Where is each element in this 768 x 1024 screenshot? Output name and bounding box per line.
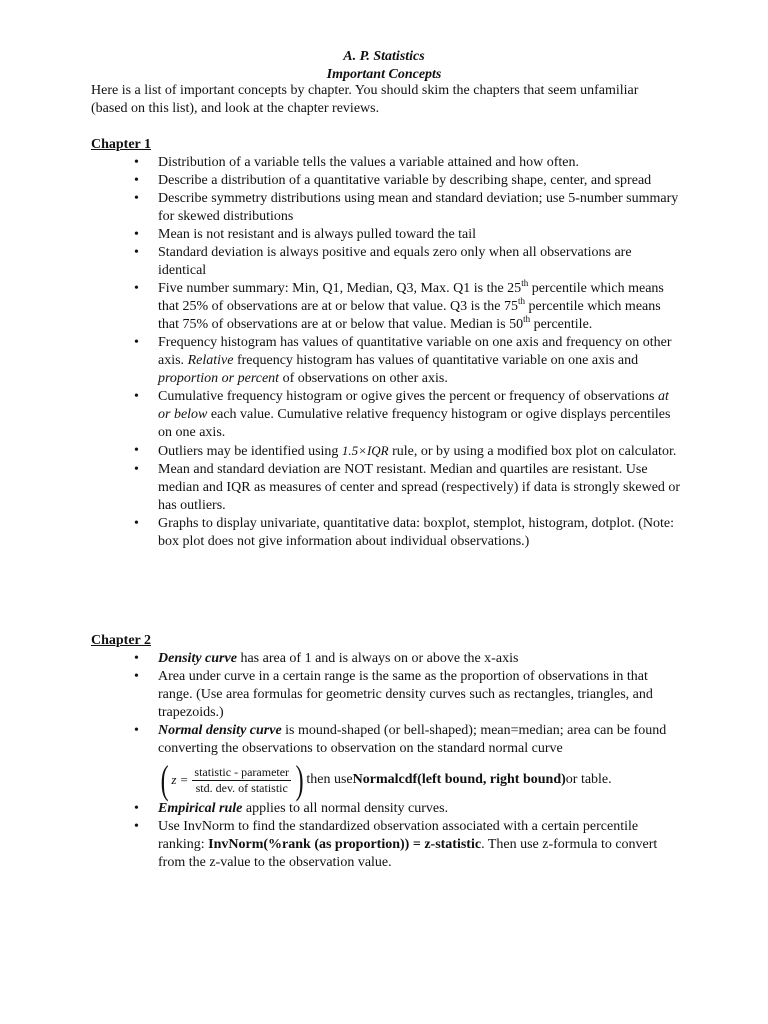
list-item: • Normal density curve is mound-shaped (or bell-shaped); mean=median; area can be found converting the observations to observation on the standard normal curve ( z = $\frac{\text{statistic - parameter}}{\text{std. dev. of statistic}}$ ) then use Normalcdf(left bound, right bound) or table. [134,722,682,800]
invnorm-command: InvNorm(%rank (as proportion)) = z-statistic [208,837,482,852]
bullet-icon: • [134,801,139,816]
list-item: • Density curve has area of 1 and is always on or above the x-axis [134,651,519,666]
list-item: • Graphs to display univariate, quantitative data: boxplot, stemplot, histogram, dotplot. (Note: box plot does not give information about individual observations.) [134,516,674,549]
left-paren: ( [160,757,169,802]
bullet-icon: • [134,245,139,260]
document-subtitle: Important Concepts [326,67,442,82]
normalcdf-command: Normalcdf(left bound, right bound) [352,772,566,787]
list-item: • Standard deviation is always positive and equals zero only when all observations are identical [134,245,632,278]
z-formula-line: ( z = $\frac{\text{statistic - parameter}}{\text{std. dev. of statistic}}$ ) then use Normalcdf(left bound, right bound) or table. [160,757,612,802]
fraction-denominator: std. dev. of statistic [195,780,288,795]
fraction-numerator: statistic - parameter [194,764,290,779]
chapter-1-list [134,154,682,551]
list-item: • Cumulative frequency histogram or ogive gives the percent or frequency of observations at or below each value. Cumulative relative frequency histogram or ogive displays percentiles on one axis. [134,389,671,440]
chapter-1-heading: Chapter 1 [91,137,152,152]
bullet-icon: • [134,669,139,684]
chapter-2-heading: Chapter 2 [91,633,152,648]
list-item: • Distribution of a variable tells the values a variable attained and how often. [134,155,580,170]
bullet-icon: • [134,819,139,834]
z-equals: z = [171,772,189,787]
bullet-icon: • [134,389,139,404]
chapter-2-list [134,650,682,872]
list-item: • Frequency histogram has values of quantitative variable on one axis and frequency on other axis. Relative frequency histogram has values of quantitative variable on one axis and proportion or percent of observations on other axis. [134,335,672,386]
bullet-icon: • [134,723,139,738]
list-item: • Area under curve in a certain range is the same as the proportion of observations in that range. (Use area formulas for geometric density curves such as rectangles, triangles, and trapezoids.) [134,669,653,720]
bullet-icon: • [134,191,139,206]
bullet-icon: • [134,335,139,350]
document-title: A. P. Statistics [343,49,425,64]
bullet-icon: • [134,443,139,458]
list-item: • Describe a distribution of a quantitative variable by describing shape, center, and spread [134,173,652,188]
bullet-icon: • [134,462,139,477]
intro-paragraph: Here is a list of important concepts by chapter. You should skim the chapters that seem unfamiliar (based on this list), and look at the chapter reviews. [91,83,639,116]
right-paren: ) [295,757,304,802]
iqr-formula: 1.5×IQR [341,443,389,458]
z-fraction [192,765,291,796]
list-item: • Empirical rule applies to all normal density curves. [134,801,449,816]
list-item: • Mean and standard deviation are NOT resistant. Median and quartiles are resistant. Use median and IQR as measures of center and spread (respectively) if data is strongly skewed or has outliers. [134,462,681,513]
list-item: • Use InvNorm to find the standardized observation associated with a certain percentile ranking: InvNorm(%rank (as proportion)) = z-statistic. Then use z-formula to convert from the z-value to the observation value. [134,819,658,870]
bullet-icon: • [134,155,139,170]
list-item: • Mean is not resistant and is always pulled toward the tail [134,227,477,242]
list-item: • Outliers may be identified using 1.5×IQR rule, or by using a modified box plot on calculator. [134,443,677,459]
bullet-icon: • [134,173,139,188]
bullet-icon: • [134,516,139,531]
bullet-icon: • [134,651,139,666]
list-item: • Describe symmetry distributions using mean and standard deviation; use 5-number summary for skewed distributions [134,191,679,224]
bullet-icon: • [134,281,139,296]
list-item: • Five number summary: Min, Q1, Median, Q3, Max. Q1 is the 25th percentile which means that 25% of observations are at or below that value. Q3 is the 75th percentile which means that 75% of observations are at or below that value. Median is 50th percentile. [134,278,664,332]
bullet-icon: • [134,227,139,242]
